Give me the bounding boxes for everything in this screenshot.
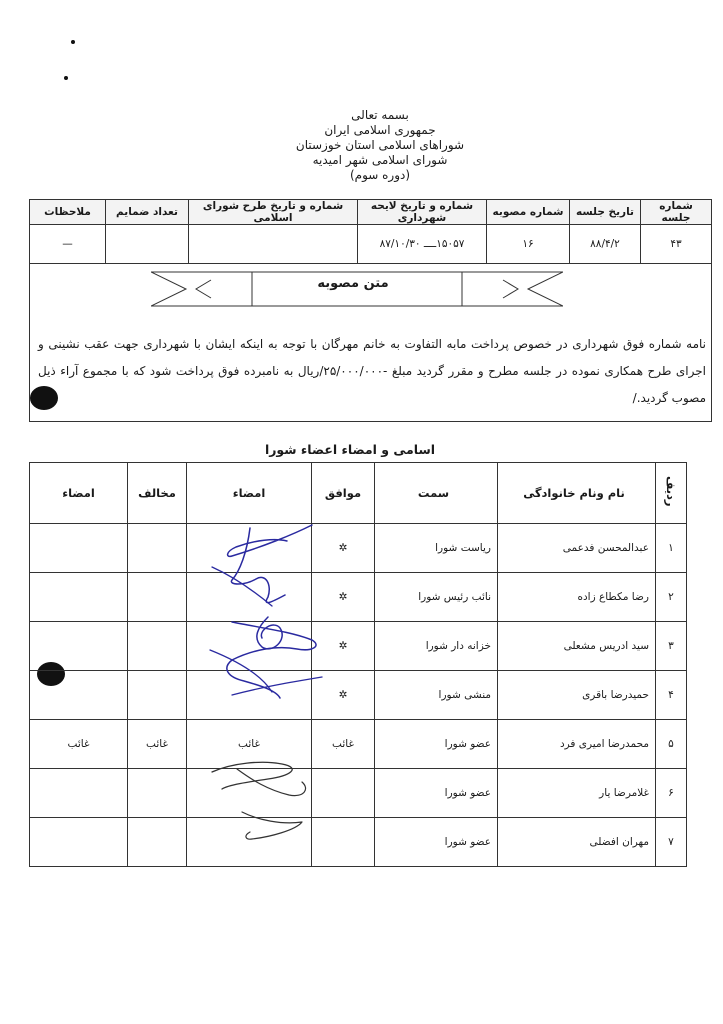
- table-header: موافق: [312, 463, 375, 524]
- header-line: جمهوری اسلامی ایران: [324, 123, 436, 137]
- signature-stroke: [228, 525, 312, 556]
- member-name: مهران افضلی: [498, 818, 656, 867]
- member-name: رضا مکطاع زاده: [498, 573, 656, 622]
- agree-mark: غائب: [312, 720, 375, 769]
- row-number: ۲: [656, 573, 687, 622]
- row-number: ۵: [656, 720, 687, 769]
- table-cell: ۱۵۰۵۷ــــ ۸۷/۱۰/۳۰: [358, 225, 487, 264]
- header-line: بسمه تعالی: [351, 108, 409, 122]
- signature-stroke: [212, 762, 292, 789]
- table-cell: ۸۸/۴/۲: [570, 225, 641, 264]
- table-header: شماره جلسه: [641, 200, 712, 225]
- member-role: عضو شورا: [375, 720, 498, 769]
- header-line: شورای اسلامی شهر امیدیه: [312, 153, 448, 167]
- against-cell: غائب: [128, 720, 187, 769]
- row-number: ۱: [656, 524, 687, 573]
- table-header: سمت: [375, 463, 498, 524]
- agree-mark: ✲: [312, 622, 375, 671]
- member-role: خزانه دار شورا: [375, 622, 498, 671]
- table-header: امضاء: [30, 463, 128, 524]
- agree-mark: ✲: [312, 671, 375, 720]
- table-header: امضاء: [187, 463, 312, 524]
- table-header: ملاحظات: [30, 200, 106, 225]
- member-name: سید ادریس مشعلی: [498, 622, 656, 671]
- resolution-title: متن مصوبه: [317, 276, 389, 291]
- row-number-header: ردیف: [664, 476, 678, 507]
- member-role: ریاست شورا: [375, 524, 498, 573]
- row-number: ۷: [656, 818, 687, 867]
- resolution-text: نامه شماره فوق شهرداری در خصوص پرداخت مابه التفاوت به خانم مهرگان با توجه به اینکه ایشان با شهرداری جهت عقب نشینی و اجرای طرح همکاری نموده در جلسه مطرح و مقرر گردید مبلغ -۲۵/۰۰۰/۰۰۰/ریال به نامبرده فوق پرداخت شود که با مجموع آراء ذیل مصوب گردید./: [38, 337, 706, 405]
- header-line: (دوره سوم): [349, 168, 411, 182]
- signature-stroke: [232, 677, 322, 695]
- header-line: شوراهای اسلامی استان خوزستان: [295, 138, 465, 152]
- table-header: شماره و تاریخ لایحه شهرداری: [358, 200, 487, 225]
- member-name: حمیدرضا باقری: [498, 671, 656, 720]
- members-section-title: اسامی و امضاء اعضاء شورا: [264, 442, 436, 457]
- signature-cell: غائب: [30, 720, 128, 769]
- row-number: ۳: [656, 622, 687, 671]
- table-header: مخالف: [128, 463, 187, 524]
- member-role: عضو شورا: [375, 769, 498, 818]
- table-header: شماره و تاریخ طرح شورای اسلامی: [189, 200, 358, 225]
- member-role: عضو شورا: [375, 818, 498, 867]
- member-role: منشی شورا: [375, 671, 498, 720]
- table-header: نام ونام خانوادگی: [498, 463, 656, 524]
- member-role: نائب رئیس شورا: [375, 573, 498, 622]
- member-name: غلامرضا یار: [498, 769, 656, 818]
- signature-stroke: [212, 567, 272, 606]
- agree-mark: ✲: [312, 524, 375, 573]
- agree-mark: ✲: [312, 573, 375, 622]
- table-header: تاریخ جلسه: [570, 200, 641, 225]
- table-header: شماره مصوبه: [487, 200, 570, 225]
- row-number: ۴: [656, 671, 687, 720]
- signature-stroke: [257, 617, 282, 649]
- member-name: محمدرضا امیری فرد: [498, 720, 656, 769]
- table-cell: ۱۶: [487, 225, 570, 264]
- table-cell: ۴۳: [641, 225, 712, 264]
- signature-cell: غائب: [187, 720, 312, 769]
- member-name: عبدالمحسن فدعمی: [498, 524, 656, 573]
- table-header: تعداد ضمایم: [106, 200, 189, 225]
- row-number: ۶: [656, 769, 687, 818]
- signature-stroke: [242, 812, 302, 839]
- table-cell: —: [30, 225, 106, 264]
